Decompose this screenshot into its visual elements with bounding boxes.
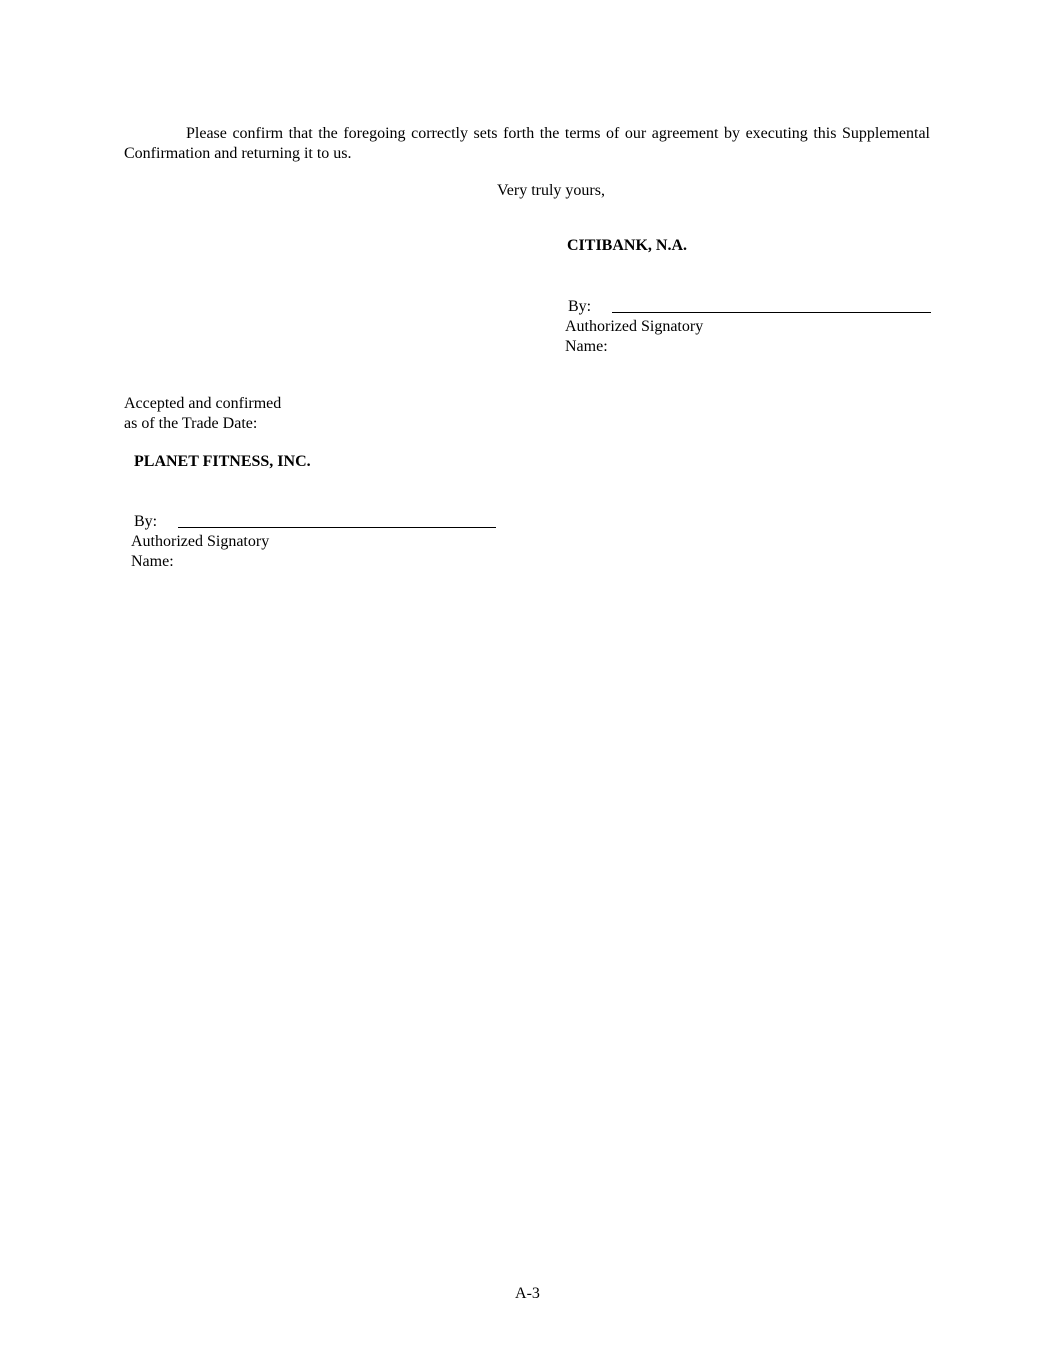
bank-signature-line[interactable] <box>612 312 931 313</box>
bank-signature-block <box>565 297 931 357</box>
counterparty-signature-block <box>131 512 497 572</box>
bank-signatory-title: Authorized Signatory <box>565 318 704 335</box>
bank-by-row <box>565 297 931 317</box>
closing-salutation: Very truly yours, <box>497 182 605 199</box>
counterparty-by-label: By: <box>134 513 158 530</box>
intro-paragraph: Please confirm that the foregoing correctly sets forth the terms of our agreement by executing this Supplemental Confirmation and returning it to us. <box>124 125 930 162</box>
page-number: A-3 <box>515 1285 540 1302</box>
acceptance-text <box>124 394 281 434</box>
acceptance-line-1: Accepted and confirmed <box>124 395 282 412</box>
counterparty-by-row <box>131 512 497 532</box>
bank-party-name: CITIBANK, N.A. <box>567 237 688 254</box>
bank-name-label: Name: <box>565 338 608 355</box>
acceptance-line-2: as of the Trade Date: <box>124 415 258 432</box>
counterparty-signature-line[interactable] <box>178 527 496 528</box>
counterparty-party-name: PLANET FITNESS, INC. <box>134 453 311 470</box>
counterparty-name-label: Name: <box>131 553 174 570</box>
counterparty-signatory-title: Authorized Signatory <box>131 533 270 550</box>
bank-by-label: By: <box>568 298 592 315</box>
